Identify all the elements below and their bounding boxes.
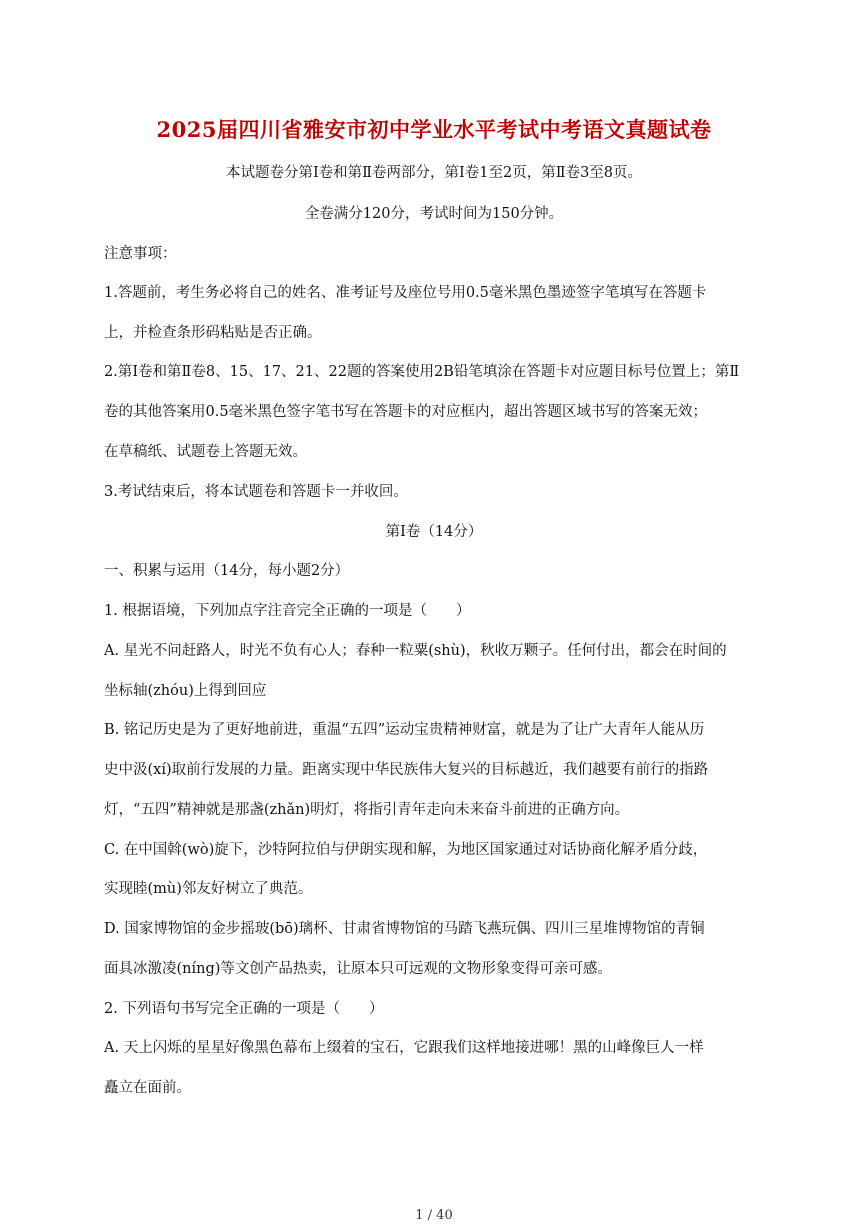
question-line: A. 星光不问赶路人，时光不负有心人；春种一粒粟(shù)，秋收万颗子。任何付出，都会在时间的 — [104, 643, 727, 659]
notice-line: 在草稿纸、试题卷上答题无效。 — [104, 444, 307, 460]
part-heading: 一、积累与运用（14分，每小题2分） — [104, 563, 350, 579]
document-title: 2025届四川省雅安市初中学业水平考试中考语文真题试卷 — [156, 117, 712, 142]
question-line: 实现睦(mù)邻友好树立了典范。 — [104, 881, 313, 897]
page-number: 1 / 40 — [415, 1208, 453, 1223]
question-line: 2. 下列语句书写完全正确的一项是（ ） — [104, 1001, 384, 1017]
question-line: B. 铭记历史是为了更好地前进，重温“五四”运动宝贵精神财富，就是为了让广大青年人能从历 — [104, 722, 705, 738]
notice-line: 卷的其他答案用0.5毫米黑色签字笔书写在答题卡的对应框内，超出答题区域书写的答案无效； — [104, 404, 708, 420]
question-line: 史中汲(xí)取前行发展的力量。距离实现中华民族伟大复兴的目标越近，我们越要有前行的指路 — [104, 762, 709, 778]
intro-line-2: 全卷满分120分，考试时间为150分钟。 — [304, 206, 564, 222]
question-line: C. 在中国斡(wò)旋下，沙特阿拉伯与伊朗实现和解，为地区国家通过对话协商化解矛盾分歧， — [104, 842, 708, 858]
question-line: 面具冰激凌(níng)等文创产品热卖，让原本只可远观的文物形象变得可亲可感。 — [104, 961, 612, 977]
question-line: D. 国家博物馆的金步摇玻(bō)璃杯、甘肃省博物馆的马踏飞燕玩偶、四川三星堆博物馆的青铜 — [104, 921, 705, 937]
question-line: 坐标轴(zhóu)上得到回应 — [104, 683, 267, 699]
notice-heading: 注意事项： — [104, 246, 177, 262]
notice-line: 3.考试结束后，将本试题卷和答题卡一并收回。 — [104, 484, 408, 500]
question-line: A. 天上闪烁的星星好像黑色幕布上缀着的宝石，它跟我们这样地接进哪！黑的山峰像巨人一样 — [104, 1040, 704, 1056]
notice-line: 1.答题前，考生务必将自己的姓名、准考证号及座位号用0.5毫米黑色墨迹签字笔填写在答题卡 — [104, 285, 707, 301]
section-heading: 第Ⅰ卷（14分） — [385, 524, 483, 540]
question-line: 1. 根据语境，下列加点字注音完全正确的一项是（ ） — [104, 603, 471, 619]
intro-line-1: 本试题卷分第Ⅰ卷和第Ⅱ卷两部分，第Ⅰ卷1至2页，第Ⅱ卷3至8页。 — [225, 165, 643, 181]
question-line: 矗立在面前。 — [104, 1080, 191, 1096]
notice-line: 上，并检查条形码粘贴是否正确。 — [104, 325, 322, 341]
question-line: 灯，“五四”精神就是那盏(zhǎn)明灯，将指引青年走向未来奋斗前进的正确方向。 — [104, 802, 630, 818]
notice-line: 2.第Ⅰ卷和第Ⅱ卷8、15、17、21、22题的答案使用2B铅笔填涂在答题卡对应题目标号位置上；第Ⅱ — [104, 364, 740, 380]
